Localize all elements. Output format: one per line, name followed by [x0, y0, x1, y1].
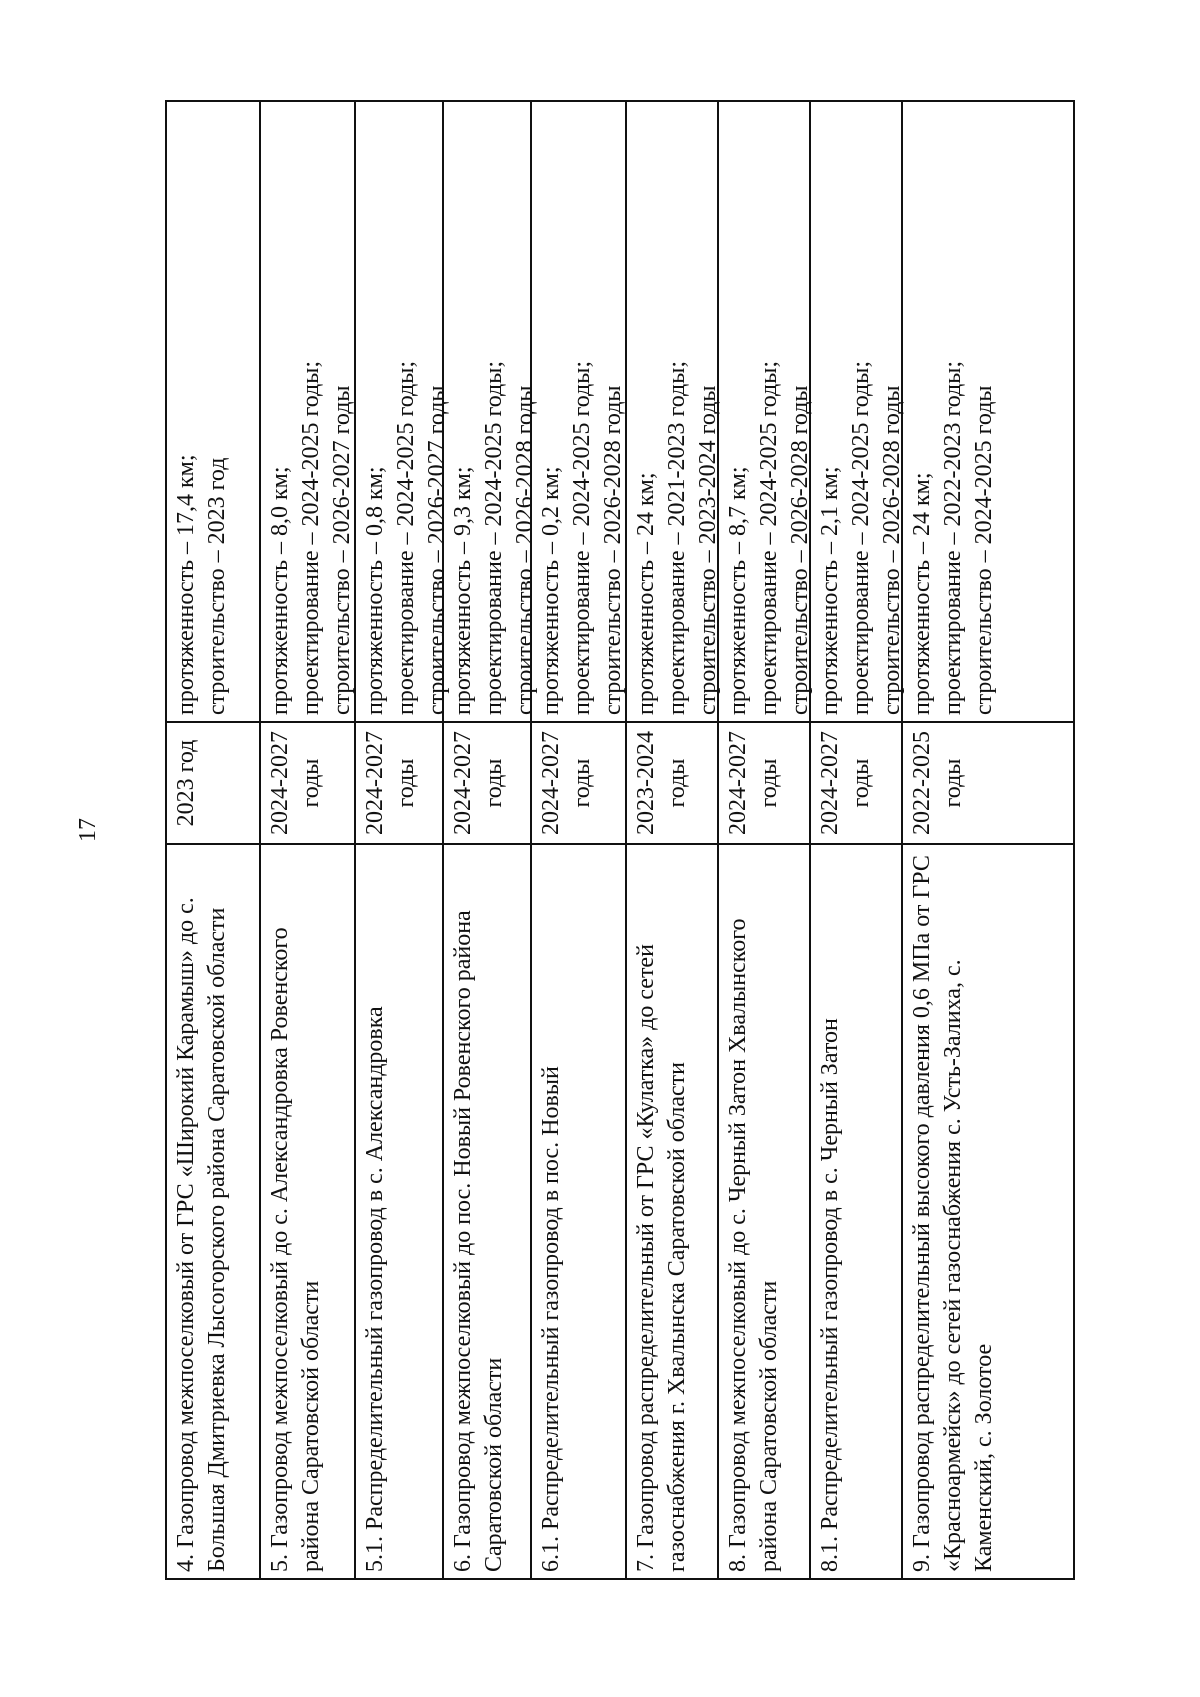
years-cell: 2022-2025 годы [903, 721, 1073, 843]
years-cell: 2024-2027 годы [811, 721, 901, 843]
years-cell: 2023 год [167, 721, 259, 843]
years-cell: 2024-2027 годы [261, 721, 354, 843]
table-row [719, 102, 811, 1578]
params-cell: протяженность – 0,2 км; проектирование – 2024-2025 годы; строительство – 2026-2028 годы [538, 360, 626, 715]
table-row [356, 102, 450, 1578]
params-cell: протяженность – 8,0 км; проектирование – 2024-2025 годы; строительство – 2026-2027 годы [267, 360, 355, 715]
table-row [167, 102, 261, 1578]
table-row [532, 102, 627, 1578]
params-cell: протяженность – 2,1 км; проектирование – 2024-2025 годы; строительство – 2026-2028 годы [817, 360, 905, 715]
object-name-cell: 8.1. Распределительный газопровод в с. Черный Затон [811, 843, 901, 1578]
object-name-cell: 6. Газопровод межпоселковый до пос. Новый Ровенского района Саратовской области [444, 843, 530, 1578]
table-row [811, 102, 903, 1578]
params-cell: протяженность – 8,7 км; проектирование – 2024-2025 годы; строительство – 2026-2028 годы [725, 360, 813, 715]
object-name-cell: 8. Газопровод межпоселковый до с. Черный Затон Хвалынского района Саратовской области [719, 843, 809, 1578]
object-name-cell: 6.1. Распределительный газопровод в пос. Новый [532, 843, 625, 1578]
page-number: 17 [75, 818, 101, 842]
object-name-cell: 9. Газопровод распределительный высокого давления 0,6 МПа от ГРС «Красноармейск» до сетей газоснабжения с. Усть-Залиха, с. Каменский, с. Золотое [903, 843, 1073, 1578]
years-cell: 2023-2024 годы [627, 721, 717, 843]
object-name-cell: 5.1. Распределительный газопровод в с. Александровка [356, 843, 442, 1578]
table-row [903, 102, 1073, 1578]
table-row [627, 102, 719, 1578]
params-cell: протяженность – 24 км; проектирование – 2022-2023 годы; строительство – 2024-2025 годы [909, 360, 997, 715]
table-row [261, 102, 356, 1578]
params-cell: протяженность – 17,4 км; строительство – 2023 год [173, 454, 230, 715]
object-name-cell: 7. Газопровод распределительный от ГРС «Кулатка» до сетей газоснабжения г. Хвалынска Саратовской области [627, 843, 717, 1578]
years-cell: 2024-2027 годы [356, 721, 442, 843]
years-cell: 2024-2027 годы [719, 721, 809, 843]
years-cell: 2024-2027 годы [444, 721, 530, 843]
params-cell: протяженность – 9,3 км; проектирование – 2024-2025 годы; строительство – 2026-2028 годы [450, 360, 538, 715]
object-name-cell: 5. Газопровод межпоселковый до с. Александровка Ровенского района Саратовской области [261, 843, 354, 1578]
table-viewport [165, 100, 1075, 1580]
params-cell: протяженность – 24 км; проектирование – 2021-2023 годы; строительство – 2023-2024 годы [633, 360, 721, 715]
table-row [444, 102, 538, 1578]
gas-pipeline-table [165, 100, 1075, 1580]
object-name-cell: 4. Газопровод межпоселковый от ГРС «Широкий Карамыш» до с. Большая Дмитриевка Лысогорского района Саратовской области [167, 843, 259, 1578]
years-cell: 2024-2027 годы [532, 721, 625, 843]
params-cell: протяженность – 0,8 км; проектирование – 2024-2025 годы; строительство – 2026-2027 годы [362, 360, 450, 715]
